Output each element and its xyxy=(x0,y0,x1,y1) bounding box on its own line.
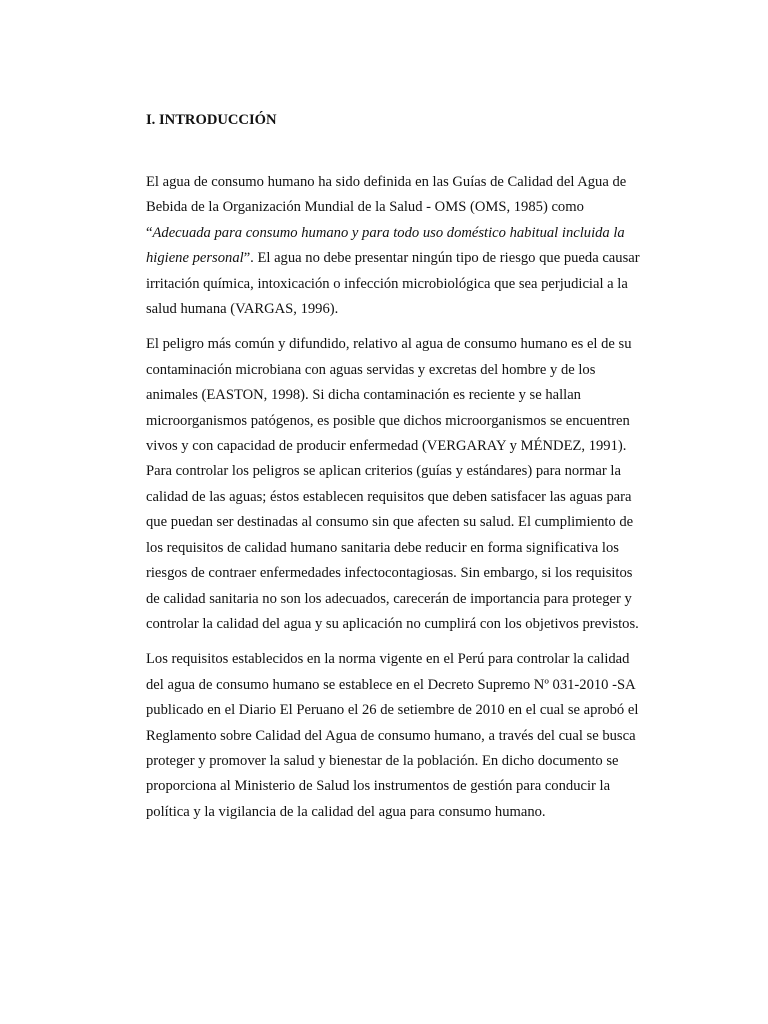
paragraph-3 xyxy=(146,647,662,825)
paragraph-3-line: política y la vigilancia de la calidad del agua para consumo humano. xyxy=(146,803,546,820)
paragraph-2-line: los requisitos de calidad humano sanitaria debe reducir en forma significativa los xyxy=(146,539,619,556)
paragraph-3-line: del agua de consumo humano se establece en el Decreto Supremo Nº 031-2010 -SA xyxy=(146,676,636,693)
paragraph-1-line-6: salud humana (VARGAS, 1996). xyxy=(146,301,339,318)
paragraph-2-line: El peligro más común y difundido, relativo al agua de consumo humano es el de su xyxy=(146,336,632,353)
paragraph-1-line-3 xyxy=(146,221,662,246)
paragraph-2-line: calidad de las aguas; éstos establecen requisitos que deben satisfacer las aguas para xyxy=(146,488,632,505)
paragraph-3-line: Reglamento sobre Calidad del Agua de consumo humano, a través del cual se busca xyxy=(146,727,636,744)
paragraph-2-line: contaminación microbiana con aguas servidas y excretas del hombre y de los xyxy=(146,361,596,378)
italic-definition-part-1: Adecuada para consumo humano y para todo uso doméstico habitual incluida la xyxy=(152,224,625,241)
paragraph-2-line: animales (EASTON, 1998). Si dicha contaminación es reciente y se hallan xyxy=(146,387,581,404)
paragraph-1-line-2: Bebida de la Organización Mundial de la Salud - OMS (OMS, 1985) como xyxy=(146,199,584,216)
paragraph-3-line: proporciona al Ministerio de Salud los instrumentos de gestión para conducir la xyxy=(146,778,611,795)
paragraph-1-line-5: irritación química, intoxicación o infección microbiológica que sea perjudicial a la xyxy=(146,275,628,292)
paragraph-2-line: de calidad sanitaria no son los adecuados, carecerán de importancia para proteger y xyxy=(146,590,632,607)
paragraph-2-line: Para controlar los peligros se aplican criterios (guías y estándares) para normar la xyxy=(146,463,621,480)
paragraph-2-line: controlar la calidad del agua y su aplicación no cumplirá con los objetivos previstos. xyxy=(146,615,639,632)
paragraph-2-line: vivos y con capacidad de producir enfermedad (VERGARAY y MÉNDEZ, 1991). xyxy=(146,438,627,455)
italic-definition-part-2: higiene personal xyxy=(146,250,244,267)
paragraph-1-line-4 xyxy=(146,246,662,271)
section-heading: I. INTRODUCCIÓN xyxy=(146,112,277,128)
paragraph-3-line: publicado en el Diario El Peruano el 26 de setiembre de 2010 en el cual se aprobó el xyxy=(146,702,639,719)
paragraph-2-line: microorganismos patógenos, es posible que dichos microorganismos se encuentren xyxy=(146,412,630,429)
paragraph-1-line-4-rest: ”. El agua no debe presentar ningún tipo de riesgo que pueda causar xyxy=(243,250,640,267)
paragraph-3-line: Los requisitos establecidos en la norma vigente en el Perú para controlar la calidad xyxy=(146,651,630,668)
paragraph-1 xyxy=(146,170,662,322)
paragraph-3-line: proteger y promover la salud y bienestar de la población. En dicho documento se xyxy=(146,752,619,769)
paragraph-2 xyxy=(146,332,662,637)
document-body xyxy=(146,110,662,825)
paragraph-2-line: que puedan ser destinadas al consumo sin que afecten su salud. El cumplimiento de xyxy=(146,514,634,531)
open-quote: “ xyxy=(146,224,153,241)
paragraph-1-line-1: El agua de consumo humano ha sido definida en las Guías de Calidad del Agua de xyxy=(146,174,627,190)
paragraph-2-line: riesgos de contraer enfermedades infectocontagiosas. Sin embargo, si los requisitos xyxy=(146,565,633,582)
